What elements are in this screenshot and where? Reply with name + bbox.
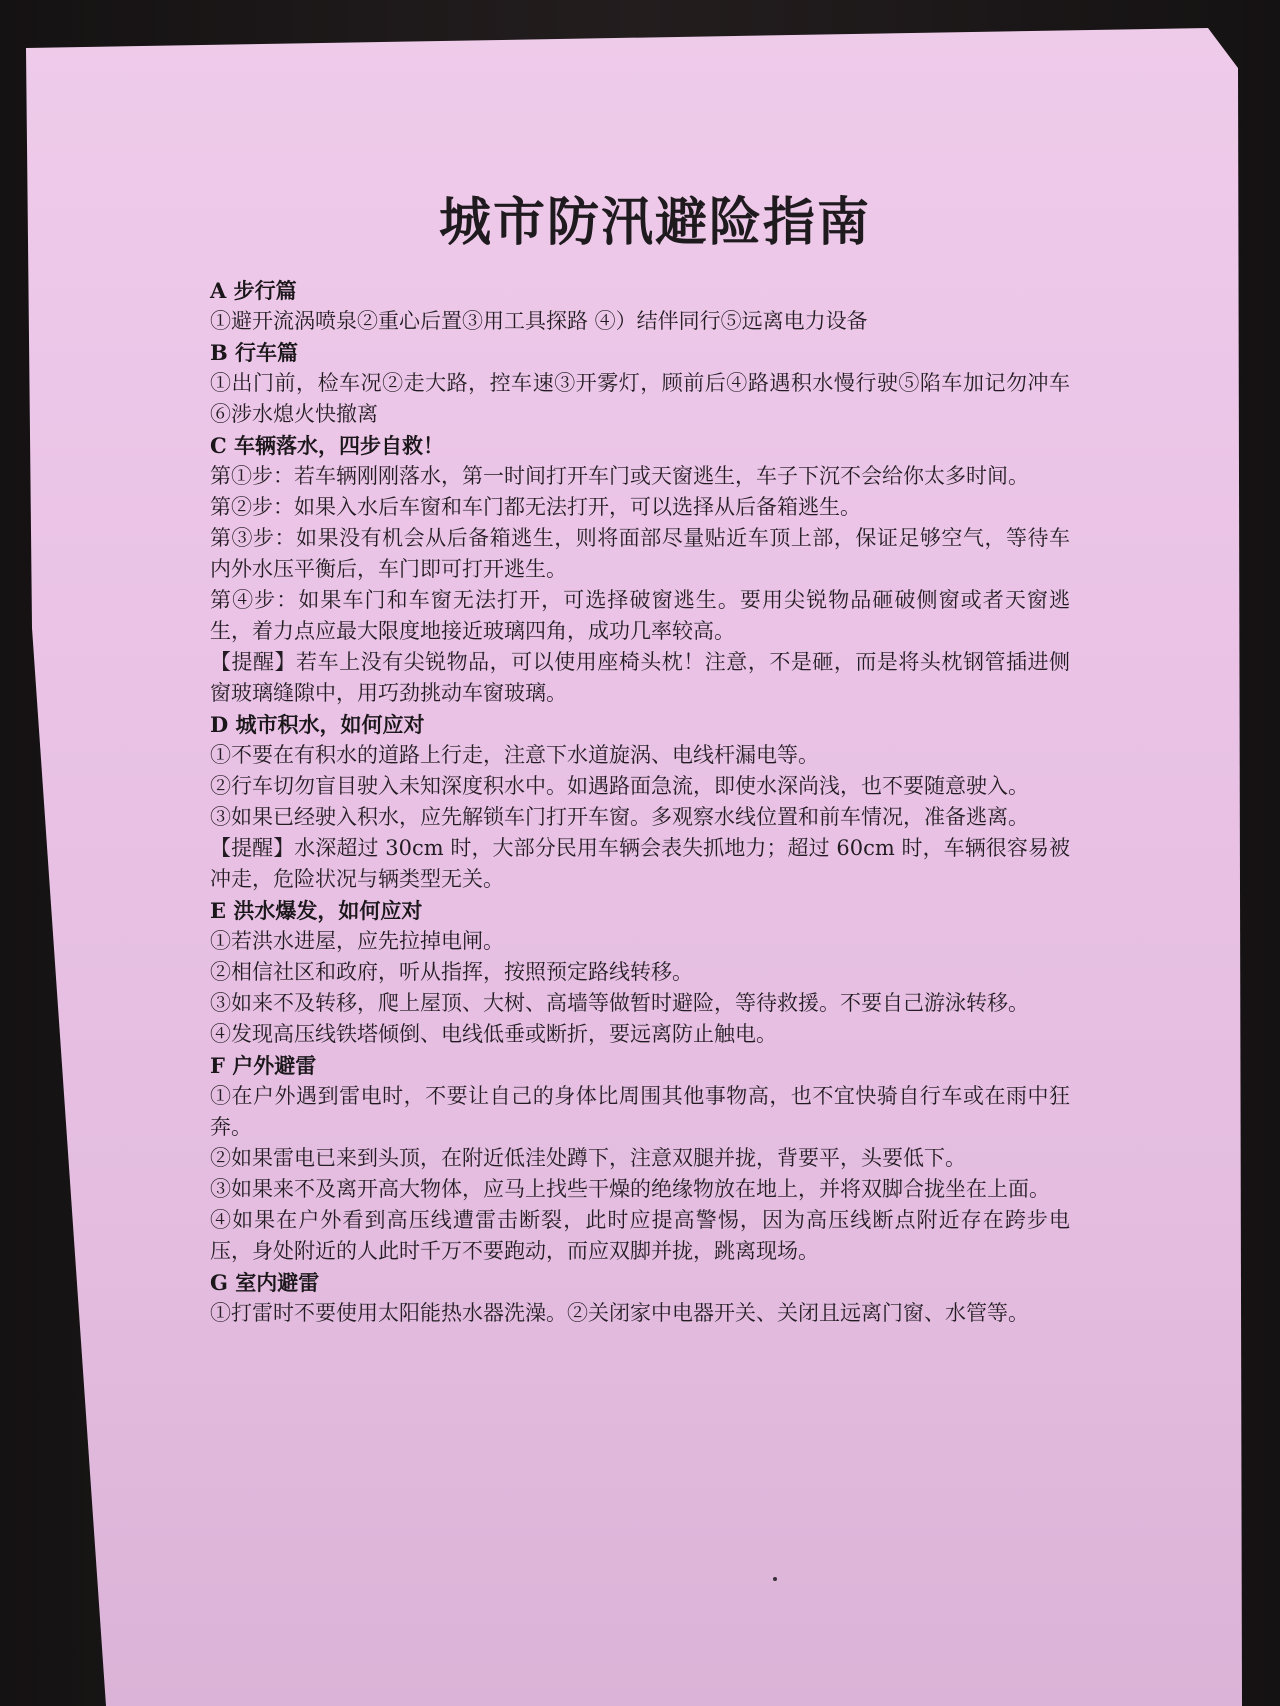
section-paragraph: ①出门前，检车况②走大路，控车速③开雾灯，顾前后④路遇积水慢行驶⑤陷车加记勿冲车⑥涉水熄火快撤离 [210,371,1070,426]
section-paragraph: ②如果雷电已来到头顶，在附近低洼处蹲下，注意双腿并拢，背要平，头要低下。 [210,1146,966,1170]
section-paragraph: ①在户外遇到雷电时，不要让自己的身体比周围其他事物高，也不宜快骑自行车或在雨中狂奔。 [210,1084,1070,1139]
flood-guide-document [210,180,1070,1329]
section-paragraph: ②相信社区和政府，听从指挥，按照预定路线转移。 [210,960,693,984]
section-paragraph: ④如果在户外看到高压线遭雷击断裂，此时应提高警惕，因为高压线断点附近存在跨步电压，身处附近的人此时千万不要跑动，而应双脚并拢，跳离现场。 [210,1208,1070,1263]
section-paragraph: ③如来不及转移，爬上屋顶、大树、高墙等做暂时避险，等待救援。不要自己游泳转移。 [210,991,1029,1015]
section-paragraph: 第①步：若车辆刚刚落水，第一时间打开车门或天窗逃生，车子下沉不会给你太多时间。 [210,464,1029,488]
section-paragraph: 第②步：如果入水后车窗和车门都无法打开，可以选择从后备箱逃生。 [210,495,861,519]
section-heading: E 洪水爆发，如何应对 [210,898,423,923]
document-title: 城市防汛避险指南 [438,192,871,253]
section-paragraph: 第④步：如果车门和车窗无法打开，可选择破窗逃生。要用尖锐物品砸破侧窗或者天窗逃生，着力点应最大限度地接近玻璃四角，成功几率较高。 [210,588,1070,643]
section-paragraph: 【提醒】若车上没有尖锐物品，可以使用座椅头枕！注意，不是砸，而是将头枕钢管插进侧窗玻璃缝隙中，用巧劲挑动车窗玻璃。 [210,650,1070,705]
section-paragraph: ②行车切勿盲目驶入未知深度积水中。如遇路面急流，即使水深尚浅，也不要随意驶入。 [210,774,1029,798]
section-heading: B 行车篇 [210,340,299,365]
section-paragraph: 【提醒】水深超过 30cm 时，大部分民用车辆会表失抓地力；超过 60cm 时，车辆很容易被冲走，危险状况与辆类型无关。 [210,836,1070,891]
section-heading: G 室内避雷 [210,1270,320,1295]
section-paragraph: ①打雷时不要使用太阳能热水器洗澡。②关闭家中电器开关、关闭且远离门窗、水管等。 [210,1301,1029,1325]
section-heading: F 户外避雷 [210,1053,317,1078]
section-paragraph: ④发现高压线铁塔倾倒、电线低垂或断折，要远离防止触电。 [210,1022,777,1046]
section-heading: D 城市积水，如何应对 [210,712,425,737]
section-heading: A 步行篇 [210,278,297,303]
section-paragraph: ①避开流涡喷泉②重心后置③用工具探路 ④）结伴同行⑤远离电力设备 [210,309,868,333]
section-paragraph: 第③步：如果没有机会从后备箱逃生，则将面部尽量贴近车顶上部，保证足够空气，等待车内外水压平衡后，车门即可打开逃生。 [210,526,1070,581]
section-paragraph: ③如果已经驶入积水，应先解锁车门打开车窗。多观察水线位置和前车情况，准备逃离。 [210,805,1029,829]
paper-speck [773,1577,777,1581]
section-paragraph: ①不要在有积水的道路上行走，注意下水道旋涡、电线杆漏电等。 [210,743,819,767]
section-paragraph: ③如果来不及离开高大物体，应马上找些干燥的绝缘物放在地上，并将双脚合拢坐在上面。 [210,1177,1050,1201]
document-body [210,275,1070,1329]
section-paragraph: ①若洪水进屋，应先拉掉电闸。 [210,929,504,953]
section-heading: C 车辆落水，四步自救！ [210,433,445,458]
